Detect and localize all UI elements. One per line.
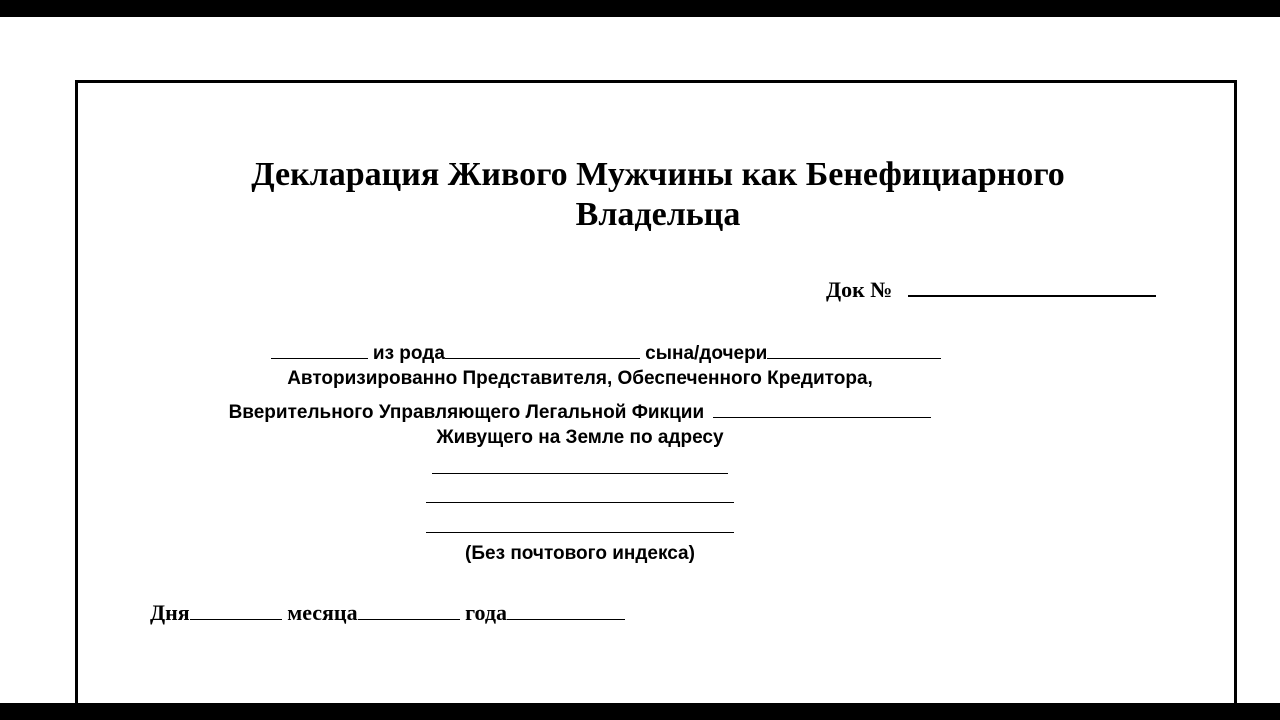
title-line-2: Владельца xyxy=(575,196,741,233)
given-name-blank[interactable] xyxy=(271,338,368,359)
day-label: Дня xyxy=(150,600,190,625)
title-line-1: Декларация Живого Мужчины как Бенефициарного xyxy=(251,156,1065,193)
top-letterbox-bar xyxy=(0,0,1280,17)
address-line-1 xyxy=(0,453,1160,479)
year-label: года xyxy=(465,600,508,625)
address-blank-2[interactable] xyxy=(426,482,734,503)
address-line-3 xyxy=(0,512,1160,538)
address-line-2 xyxy=(0,482,1160,508)
date-line xyxy=(150,599,625,626)
document-page xyxy=(75,80,1237,720)
year-blank[interactable] xyxy=(507,599,625,620)
family-name-blank[interactable] xyxy=(445,338,640,359)
address-blank-1[interactable] xyxy=(432,453,728,474)
son-daughter-label: сына/дочери xyxy=(645,343,768,364)
from-family-label: из рода xyxy=(372,343,445,364)
doc-number-blank[interactable] xyxy=(908,275,1156,297)
legal-fiction-blank[interactable] xyxy=(713,397,931,418)
doc-number-label: Док № xyxy=(826,277,893,302)
parent-name-blank[interactable] xyxy=(767,338,941,359)
day-blank[interactable] xyxy=(190,599,282,620)
trustee-label: Вверительного Управляющего Легальной Фикции xyxy=(228,402,705,423)
no-postal-code-line: (Без почтового индекса) xyxy=(465,543,695,564)
document-title xyxy=(78,155,1238,235)
trustee-line xyxy=(0,397,1160,424)
bottom-letterbox-bar xyxy=(0,703,1280,720)
authorized-line: Авторизированно Представителя, Обеспеченного Кредитора, xyxy=(287,368,873,389)
doc-number-row xyxy=(826,275,1156,304)
address-blank-3[interactable] xyxy=(426,512,734,533)
living-line: Живущего на Земле по адресу xyxy=(436,427,724,448)
month-blank[interactable] xyxy=(358,599,460,620)
month-label: месяца xyxy=(287,600,358,625)
name-line xyxy=(26,338,1186,365)
